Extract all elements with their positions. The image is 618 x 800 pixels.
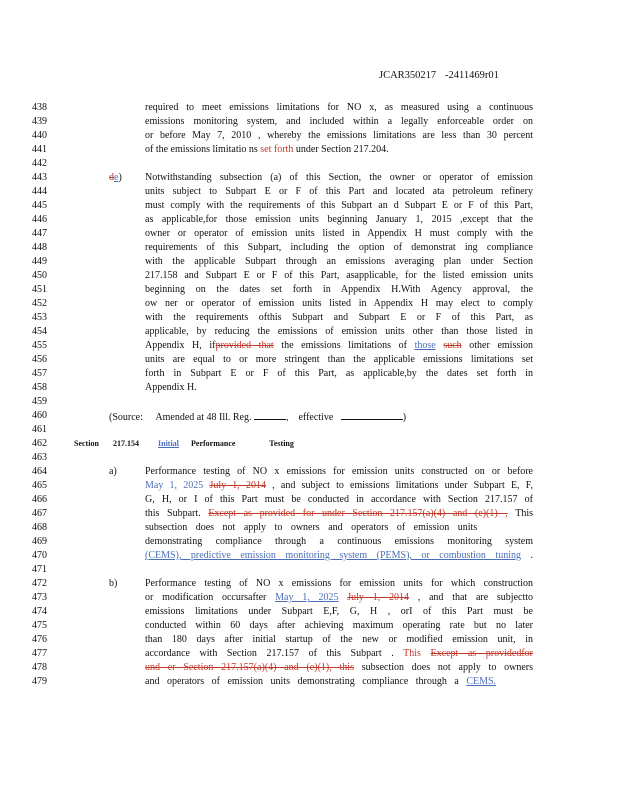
text-run: this Subpart. <box>145 508 209 519</box>
deleted-text: July 1, 2014 <box>347 592 409 603</box>
line-text: Notwithstanding subsection (a) of this Section, the owner or operator of emission <box>145 172 533 183</box>
line-number: 453 <box>32 312 47 323</box>
line-465 <box>0 479 618 492</box>
deleted-text: provided that <box>215 340 274 351</box>
line-number: 475 <box>32 620 47 631</box>
line-number: 471 <box>32 564 47 575</box>
line-text: G, H, or I of this Part must be conducted in accordance with Section 217.157 of <box>145 494 533 505</box>
line-467 <box>0 507 618 520</box>
line-text: conducted within 60 days after achieving maximum operating rate but no later <box>145 620 533 631</box>
line-number: 473 <box>32 592 47 603</box>
line-476 <box>0 633 618 646</box>
line-447 <box>0 227 618 240</box>
line-442 <box>0 157 618 170</box>
line-text: forth in Subpart E or F of this Part, as applicable,by the dates set forth in <box>145 368 533 379</box>
subsection-marker: a) <box>109 466 117 477</box>
line-472 <box>0 577 618 590</box>
line-455 <box>0 339 618 352</box>
line-468 <box>0 521 618 534</box>
inserted-text: CEMS. <box>466 676 497 687</box>
section-number: 217.154 <box>113 439 139 448</box>
line-number: 454 <box>32 326 47 337</box>
line-475 <box>0 619 618 632</box>
section-label: Section <box>74 439 99 448</box>
line-number: 447 <box>32 228 47 239</box>
line-456 <box>0 353 618 366</box>
deleted-text: d <box>109 172 114 183</box>
line-text: emissions limitations under Subpart E,F, G, H , orI of this Part must be <box>145 606 533 617</box>
deleted-text: Except as providedfor <box>430 648 533 659</box>
line-number: 474 <box>32 606 47 617</box>
line-number: 464 <box>32 466 47 477</box>
line-number: 459 <box>32 396 47 407</box>
text-run: ) <box>118 172 122 183</box>
deleted-text: such <box>443 340 462 351</box>
line-text <box>145 661 533 674</box>
line-text: ow ner or operator of emission units listed in Appendix H may elect to comply <box>145 298 533 309</box>
text-run: subsection does not apply to owners <box>353 662 533 673</box>
effective-date-blank <box>341 409 403 420</box>
line-number: 456 <box>32 354 47 365</box>
line-number: 458 <box>32 382 47 393</box>
line-text: than 180 days after initial startup of the new or modified emission unit, in <box>145 634 533 645</box>
line-number: 441 <box>32 144 47 155</box>
line-number: 444 <box>32 186 47 197</box>
subsection-marker: b) <box>109 578 118 589</box>
line-text: beginning on the dates set forth in Appendix H.With Agency approval, the <box>145 284 533 295</box>
text-run: other emission <box>461 340 534 351</box>
text-run: or modification occursafter <box>145 592 276 603</box>
text-run <box>421 648 431 659</box>
line-473 <box>0 591 618 604</box>
inserted-text: This <box>403 648 421 659</box>
inserted-text: (CEMS), predictive emission monitoring system (PEMS), or combustion tuning <box>145 550 521 561</box>
line-number: 460 <box>32 410 47 421</box>
line-number: 449 <box>32 256 47 267</box>
deleted-text: July 1, 2014 <box>209 480 267 491</box>
line-458 <box>0 381 618 394</box>
line-text: demonstrating compliance through a continuous emissions monitoring system <box>145 536 533 547</box>
line-text <box>145 675 533 688</box>
text-run: the emissions limitations of <box>273 340 415 351</box>
line-454 <box>0 325 618 338</box>
line-text <box>145 479 533 492</box>
line-text <box>145 549 533 562</box>
doc-id: JCAR350217 <box>379 70 437 81</box>
line-477 <box>0 647 618 660</box>
line-number: 468 <box>32 522 47 533</box>
line-text: must comply with the requirements of this Subpart an d Subpart E or F of this Part, <box>145 200 533 211</box>
line-text: Performance testing of NO x emissions for emission units for which construction <box>145 578 533 589</box>
text-run: of the emissions limitatio ns <box>145 144 261 155</box>
line-text <box>145 339 533 352</box>
line-number: 463 <box>32 452 47 463</box>
line-449 <box>0 255 618 268</box>
line-439 <box>0 115 618 128</box>
line-number: 466 <box>32 494 47 505</box>
line-number: 438 <box>32 102 47 113</box>
line-number: 450 <box>32 270 47 281</box>
line-text: as applicable,for those emission units beginning January 1, 2015 ,except that the <box>145 214 533 225</box>
line-text <box>145 507 533 520</box>
line-474 <box>0 605 618 618</box>
line-441 <box>0 143 618 156</box>
line-460 <box>0 409 618 422</box>
line-444 <box>0 185 618 198</box>
line-number: 462 <box>32 438 47 449</box>
line-450 <box>0 269 618 282</box>
line-text: units are equal to or more stringent than the applicable emissions limitations set <box>145 354 533 365</box>
line-number: 461 <box>32 424 47 435</box>
line-text: subsection does not apply to owners and operators of emission units <box>145 522 478 533</box>
line-number: 452 <box>32 298 47 309</box>
line-number: 451 <box>32 284 47 295</box>
line-number: 440 <box>32 130 47 141</box>
line-text: or before May 7, 2010 , whereby the emissions limitations are less than 30 percent <box>145 130 533 141</box>
deleted-text: Except as provided for under Section 217.157(a)(4) and (e)(1) , <box>208 508 508 519</box>
line-text: Appendix H. <box>145 382 197 393</box>
line-445 <box>0 199 618 212</box>
line-number: 442 <box>32 158 47 169</box>
text-run: under Section 217.204. <box>293 144 389 155</box>
line-number: 465 <box>32 480 47 491</box>
register-page-blank <box>254 409 286 420</box>
text-run: . <box>521 550 533 561</box>
line-number: 476 <box>32 634 47 645</box>
line-number: 472 <box>32 578 47 589</box>
line-text <box>145 647 533 660</box>
line-text: owner or operator of emission units listed in Appendix H must comply with the <box>145 228 533 239</box>
inserted-text: those <box>414 340 436 351</box>
line-text: requirements of this Subpart, including the option of demonstrat ing compliance <box>145 242 533 253</box>
text-run: Appendix H, if <box>145 340 216 351</box>
section-title: Performance Testing <box>191 439 294 448</box>
line-text: emissions monitoring system, and included within a legally enforceable order on <box>145 116 533 127</box>
line-462 <box>0 437 618 450</box>
line-463 <box>0 451 618 464</box>
line-number: 479 <box>32 676 47 687</box>
line-number: 478 <box>32 662 47 673</box>
line-number: 455 <box>32 340 47 351</box>
effective-text: effective <box>298 412 334 423</box>
line-451 <box>0 283 618 296</box>
text-run: and operators of emission units demonstrating compliance through a <box>145 676 467 687</box>
line-453 <box>0 311 618 324</box>
line-number: 467 <box>32 508 47 519</box>
inserted-text: May 1, 2025 <box>275 592 339 603</box>
line-number: 448 <box>32 242 47 253</box>
line-469 <box>0 535 618 548</box>
line-number: 445 <box>32 200 47 211</box>
line-text: applicable, by reducing the emissions of emission units other than those listed in <box>145 326 533 337</box>
inserted-text: e <box>114 172 119 183</box>
line-470 <box>0 549 618 562</box>
line-number: 470 <box>32 550 47 561</box>
text-run: This <box>507 508 533 519</box>
line-text <box>145 143 533 156</box>
subsection-marker <box>109 171 122 184</box>
line-443 <box>0 171 618 184</box>
source-note: (Source: Amended at 48 Ill. Reg. , effective ) <box>109 409 406 424</box>
line-457 <box>0 367 618 380</box>
deleted-text: und er Section 217.157(a)(4) and (e)(1), this <box>145 662 354 673</box>
text-run: accordance with Section 217.157 of this Subpart . <box>145 648 404 659</box>
line-440 <box>0 129 618 142</box>
section-title-inserted: Initial <box>158 439 179 448</box>
inserted-text: May 1, 2025 <box>145 480 204 491</box>
line-459 <box>0 395 618 408</box>
line-466 <box>0 493 618 506</box>
line-text: required to meet emissions limitations for NO x, as measured using a continuous <box>145 102 533 113</box>
line-number: 439 <box>32 116 47 127</box>
line-text: with the requirements ofthis Subpart and Subpart E or F of this Part, as <box>145 312 533 323</box>
line-text: Performance testing of NO x emissions for emission units constructed on or before <box>145 466 533 477</box>
source-close: ) <box>402 412 407 423</box>
line-text <box>145 591 533 604</box>
text-run <box>339 592 348 603</box>
text-run: , and subject to emissions limitations under Subpart E, F, <box>266 480 534 491</box>
revision-id: -2411469r01 <box>445 70 499 81</box>
line-438 <box>0 101 618 114</box>
line-number: 477 <box>32 648 47 659</box>
line-text: with the applicable Subpart through an emissions averaging plan under Section <box>145 256 533 267</box>
source-label: (Source: <box>109 412 143 423</box>
line-text: units subject to Subpart E or F of this Part and located ata petroleum refinery <box>145 186 533 197</box>
line-448 <box>0 241 618 254</box>
line-461 <box>0 423 618 436</box>
line-471 <box>0 563 618 576</box>
inserted-text: set forth <box>260 144 294 155</box>
line-text: 217.158 and Subpart E or F of this Part, asapplicable, for the listed emission units <box>145 270 533 281</box>
text-run: , and that are subjectto <box>408 592 534 603</box>
line-446 <box>0 213 618 226</box>
line-464 <box>0 465 618 478</box>
line-number: 446 <box>32 214 47 225</box>
line-478 <box>0 661 618 674</box>
line-452 <box>0 297 618 310</box>
line-479 <box>0 675 618 688</box>
line-number: 443 <box>32 172 47 183</box>
line-number: 457 <box>32 368 47 379</box>
amended-text: Amended at 48 Ill. Reg. <box>155 412 252 423</box>
line-number: 469 <box>32 536 47 547</box>
